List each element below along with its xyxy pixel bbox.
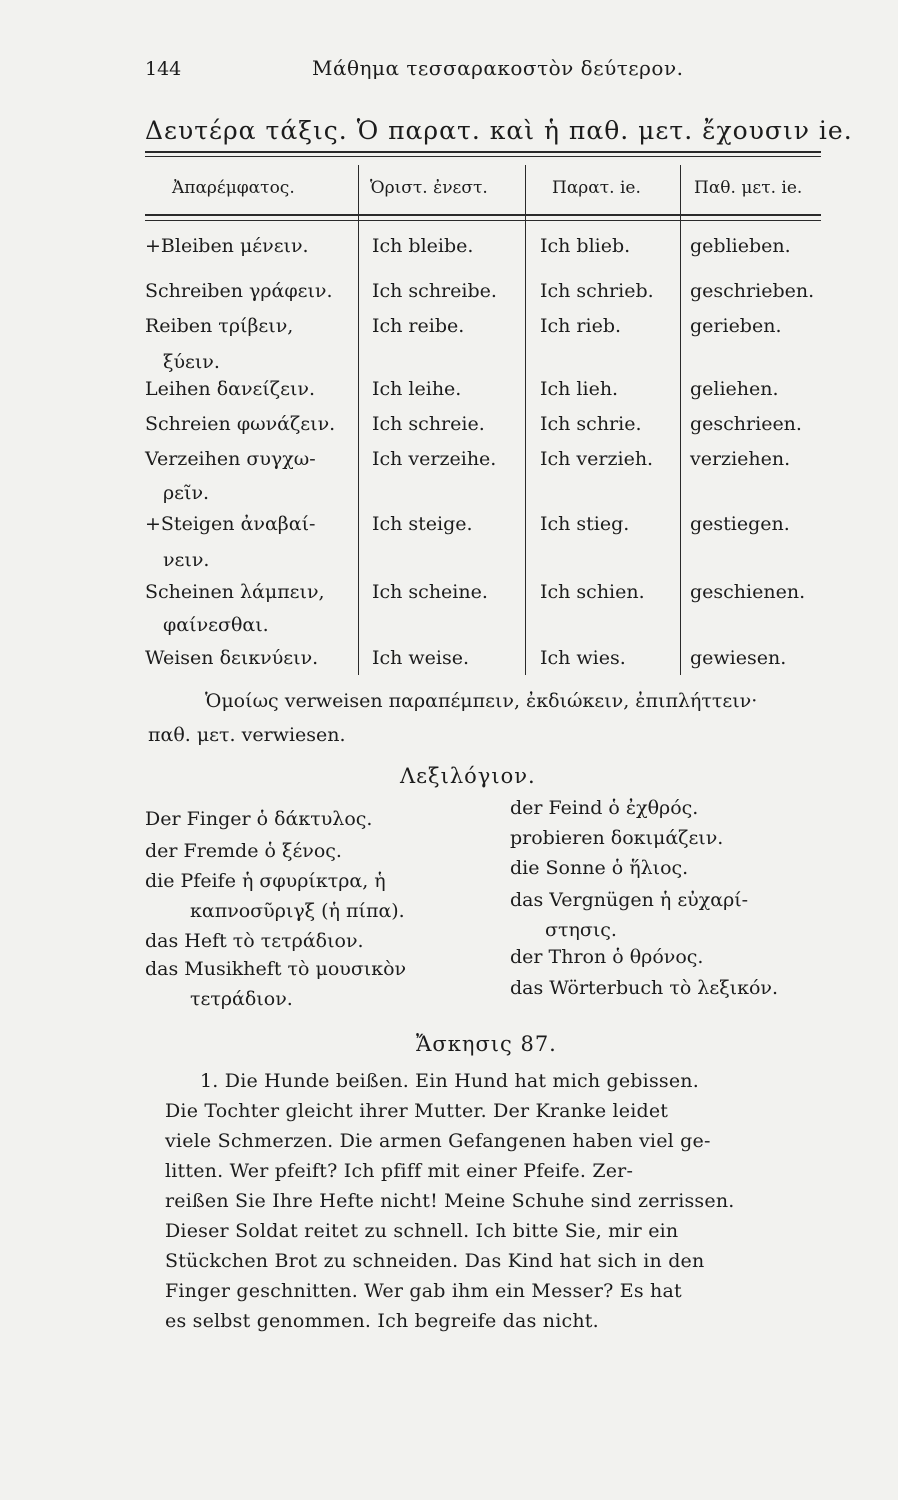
table-cell: Ich blieb. [540, 235, 631, 257]
table-cell: Schreien φωνάζειν. [145, 413, 336, 435]
table-cell: geschrieen. [690, 413, 802, 435]
table-cell: ξύειν. [163, 351, 220, 373]
table-cell: Ich stieg. [540, 513, 630, 535]
table-cell: Ich schreie. [372, 413, 485, 435]
exercise-line: litten. Wer pfeift? Ich pfiff mit einer Pfeife. Zer- [165, 1160, 634, 1182]
table-cell: Ich leihe. [372, 378, 462, 400]
exercise-line: reißen Sie Ihre Hefte nicht! Meine Schuhe sind zerrissen. [165, 1190, 735, 1212]
exercise-line: Die Tochter gleicht ihrer Mutter. Der Kranke leidet [165, 1100, 669, 1122]
column-divider-1 [358, 165, 359, 675]
table-cell: φαίνεσθαι. [163, 614, 269, 636]
exercise-line: es selbst genommen. Ich begreife das nicht. [165, 1310, 599, 1332]
table-cell: ρεῖν. [163, 482, 210, 504]
table-cell: Reiben τρίβειν, [145, 315, 294, 337]
vocab-item-left: das Musikheft τὸ μουσικὸν [145, 958, 407, 980]
note-line-2: παθ. μετ. verwiesen. [148, 724, 346, 746]
running-title: Μάθημα τεσσαρακοστὸν δεύτερον. [312, 56, 684, 80]
vocab-item-left: das Heft τὸ τετράδιον. [145, 930, 364, 952]
vocab-item-right: der Feind ὁ ἐχθρός. [510, 797, 699, 819]
exercise-title: Ἄσκησις 87. [416, 1032, 557, 1056]
table-cell: Ich bleibe. [372, 235, 474, 257]
table-cell: geliehen. [690, 378, 779, 400]
header-bottom-rule [145, 214, 821, 216]
column-header-imperfect: Παρατ. ie. [552, 178, 641, 198]
table-cell: Ich steige. [372, 513, 473, 535]
column-header-participle: Παθ. μετ. ie. [694, 178, 803, 198]
column-divider-2 [525, 165, 526, 675]
note-line-1: Ὁμοίως verweisen παραπέμπειν, ἐκδιώκειν, ἐπιπλήττειν· [205, 690, 758, 712]
vocab-item-right: στησις. [545, 919, 617, 941]
table-cell: Ich verzieh. [540, 448, 654, 470]
table-cell: Ich weise. [372, 647, 470, 669]
table-cell: Ich rieb. [540, 315, 622, 337]
table-cell: geblieben. [690, 235, 791, 257]
table-top-rule [145, 151, 821, 153]
vocab-item-right: das Vergnügen ἡ εὐχαρί- [510, 889, 749, 911]
table-cell: Ich schreibe. [372, 280, 497, 302]
table-cell: gewiesen. [690, 647, 787, 669]
table-cell: gestiegen. [690, 513, 790, 535]
table-cell: Ich scheine. [372, 581, 488, 603]
column-divider-3 [680, 165, 681, 675]
table-cell: Ich schrie. [540, 413, 642, 435]
table-cell: geschrieben. [690, 280, 815, 302]
table-top-rule-thin [145, 156, 821, 157]
table-cell: νειν. [163, 549, 210, 571]
exercise-line: Finger geschnitten. Wer gab ihm ein Messer? Es hat [165, 1280, 682, 1302]
column-header-infinitive: Ἀπαρέμφατος. [172, 178, 295, 198]
vocab-item-left: τετράδιον. [190, 988, 293, 1010]
table-cell: Ich reibe. [372, 315, 465, 337]
vocab-item-right: der Thron ὁ θρόνος. [510, 946, 704, 968]
exercise-line: Dieser Soldat reitet zu schnell. Ich bitte Sie, mir ein [165, 1220, 679, 1242]
section-heading: Δευτέρα τάξις. Ὁ παρατ. καὶ ἡ παθ. μετ. ἔχουσιν ie. [145, 116, 853, 145]
table-cell: Scheinen λάμπειν, [145, 581, 325, 603]
vocab-item-left: der Fremde ὁ ξένος. [145, 840, 342, 862]
vocabulary-title: Λεξιλόγιον. [400, 764, 536, 788]
page-number: 144 [145, 58, 182, 80]
header-bottom-rule-thin [145, 220, 821, 221]
exercise-line: Stückchen Brot zu schneiden. Das Kind hat sich in den [165, 1250, 705, 1272]
vocab-item-right: probieren δοκιμάζειν. [510, 827, 724, 849]
table-cell: +Bleiben μένειν. [145, 235, 309, 257]
vocab-item-right: die Sonne ὁ ἥλιος. [510, 857, 689, 879]
table-cell: Verzeihen συγχω- [145, 448, 316, 470]
table-cell: Ich verzeihe. [372, 448, 497, 470]
table-cell: Ich schrieb. [540, 280, 654, 302]
vocab-item-left: Der Finger ὁ δάκτυλος. [145, 808, 373, 830]
vocab-item-left: die Pfeife ἡ σφυρίκτρα, ἡ [145, 870, 386, 892]
exercise-line: 1. Die Hunde beißen. Ein Hund hat mich gebissen. [200, 1070, 699, 1092]
table-cell: gerieben. [690, 315, 782, 337]
table-cell: Ich lieh. [540, 378, 619, 400]
vocab-item-right: das Wörterbuch τὸ λεξικόν. [510, 977, 779, 999]
exercise-line: viele Schmerzen. Die armen Gefangenen haben viel ge- [165, 1130, 711, 1152]
vocab-item-left: καπνοσῦριγξ (ἡ πίπα). [190, 900, 405, 922]
table-cell: verziehen. [690, 448, 791, 470]
table-cell: Weisen δεικνύειν. [145, 647, 319, 669]
column-header-present: Ὁριστ. ἐνεστ. [370, 178, 488, 198]
table-cell: +Steigen ἀναβαί- [145, 513, 316, 535]
table-cell: Leihen δανείζειν. [145, 378, 315, 400]
table-cell: Ich wies. [540, 647, 626, 669]
table-cell: Schreiben γράφειν. [145, 280, 333, 302]
table-cell: Ich schien. [540, 581, 645, 603]
table-cell: geschienen. [690, 581, 806, 603]
